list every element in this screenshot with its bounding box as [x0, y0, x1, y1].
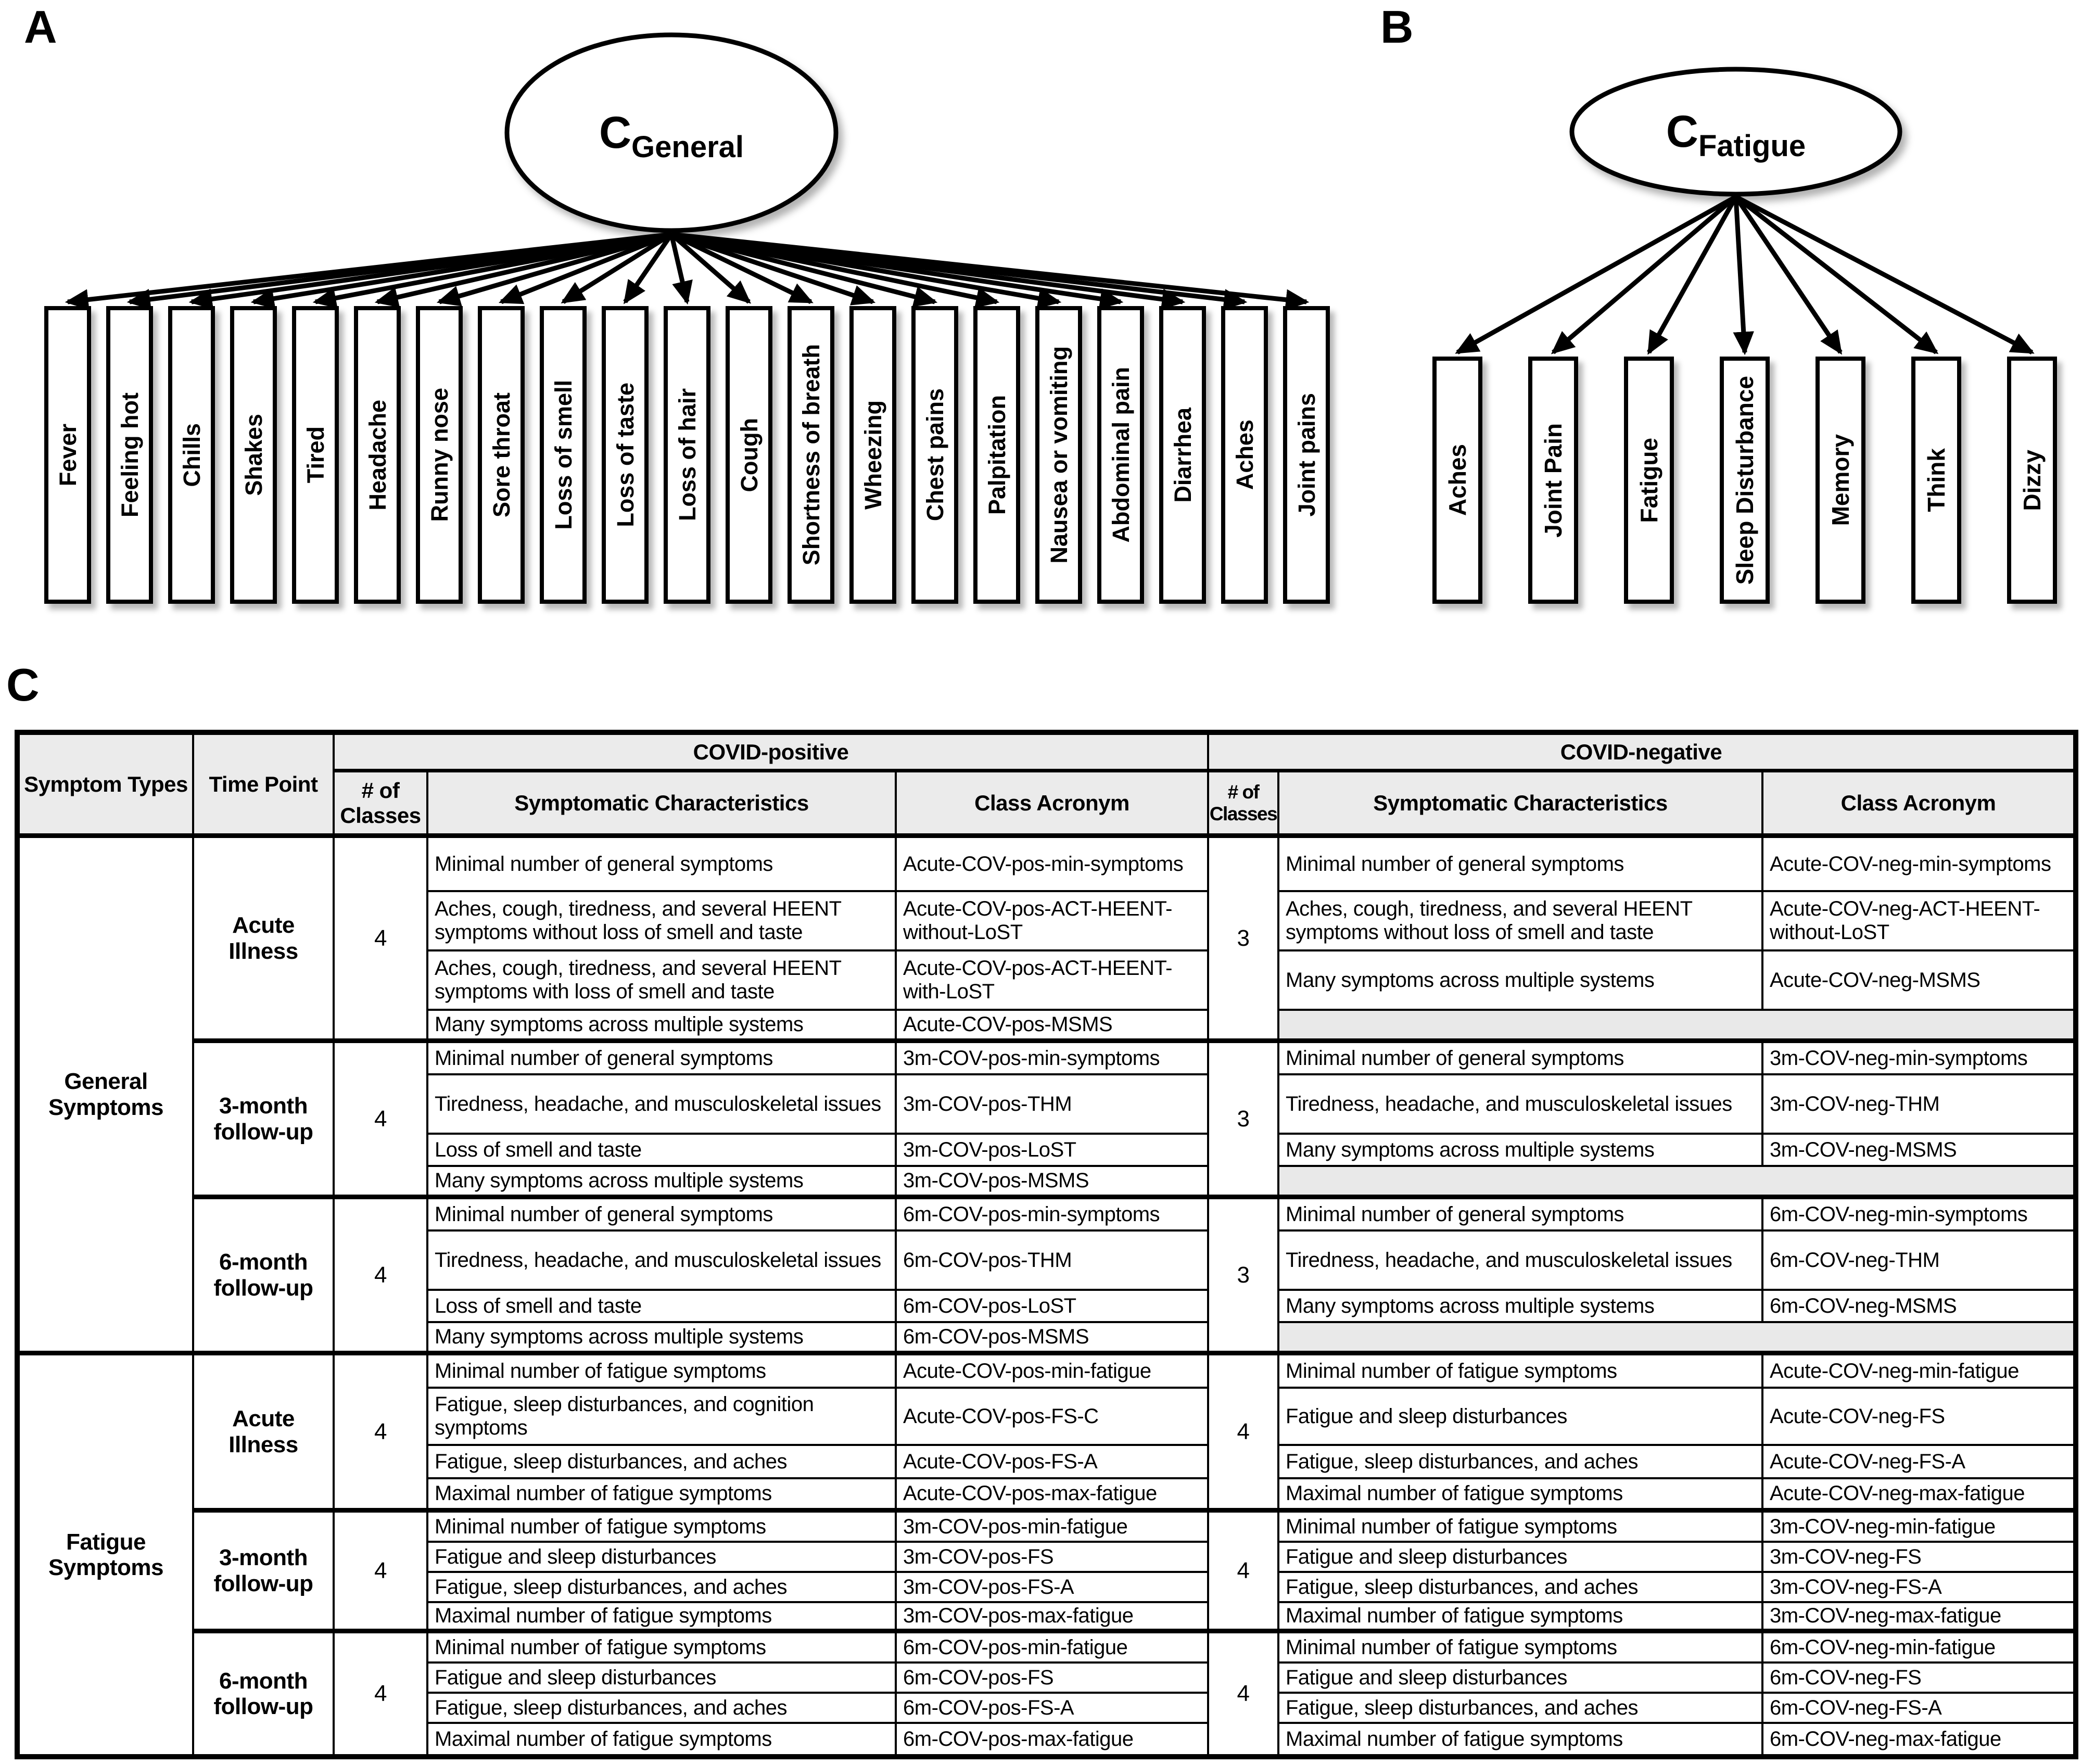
neg-characteristics-cell: Tiredness, headache, and musculoskeletal issues [1279, 1232, 1763, 1291]
pos-characteristics-cell: Maximal number of fatigue symptoms [428, 1724, 897, 1754]
indicator-general-label: Chest pains [921, 388, 948, 522]
indicator-fatigue-arrow-dizzy [1736, 197, 2032, 352]
neg-characteristics-cell: Minimal number of general symptoms [1279, 1199, 1763, 1232]
neg-acronym-cell: Acute-COV-neg-MSMS [1763, 951, 2073, 1011]
indicator-fatigue-label: Sleep Disturbance [1731, 375, 1758, 585]
neg-characteristics-cell: Fatigue, sleep disturbances, and aches [1279, 1446, 1763, 1479]
pos-characteristics-cell: Minimal number of general symptoms [428, 838, 897, 892]
pos-acronym-cell: Acute-COV-pos-MSMS [897, 1011, 1209, 1043]
indicator-fatigue-box-memory [1816, 357, 1865, 604]
neg-acronym-cell: Acute-COV-neg-ACT-HEENT-without-LoST [1763, 892, 2073, 951]
pos-acronym-cell: 3m-COV-pos-FS [897, 1543, 1209, 1573]
neg-class-count-cell: 3 [1209, 1199, 1279, 1355]
indicator-general-label: Loss of smell [550, 380, 577, 530]
pos-characteristics-cell: Maximal number of fatigue symptoms [428, 1603, 897, 1633]
factor-loading-arrows-general [68, 234, 1306, 302]
indicator-general-box-sore-throat [478, 306, 525, 604]
indicator-general-label: Nausea or vomiting [1045, 346, 1072, 564]
indicator-fatigue-arrow-sleep-disturbance [1736, 197, 1745, 352]
neg-acronym-cell: 3m-COV-neg-FS-A [1763, 1573, 2073, 1603]
header-neg-symptomatic-characteristics: Symptomatic Characteristics [1279, 772, 1763, 838]
pos-acronym-cell: 3m-COV-pos-max-fatigue [897, 1603, 1209, 1633]
indicator-fatigue-label: Fatigue [1635, 437, 1662, 523]
symptom-type-cell: General Symptoms [20, 838, 194, 1355]
pos-class-count-cell: 4 [335, 1633, 428, 1754]
latent-class-table [15, 730, 2078, 1759]
neg-characteristics-cell: Aches, cough, tiredness, and several HEENT symptoms without loss of smell and taste [1279, 892, 1763, 951]
indicator-general-label: Wheezing [859, 400, 886, 510]
pos-acronym-cell: 6m-COV-pos-MSMS [897, 1323, 1209, 1355]
neg-characteristics-cell: Maximal number of fatigue symptoms [1279, 1724, 1763, 1754]
indicator-general-label: Joint pains [1293, 393, 1320, 517]
pos-acronym-cell: 6m-COV-pos-LoST [897, 1291, 1209, 1323]
indicator-general-box-loss-of-taste [602, 306, 649, 604]
neg-characteristics-cell: Minimal number of fatigue symptoms [1279, 1513, 1763, 1543]
indicator-general-label: Aches [1231, 420, 1258, 490]
latent-subscript: General [631, 130, 744, 164]
indicator-fatigue-arrow-memory [1736, 197, 1840, 352]
pos-acronym-cell: 6m-COV-pos-max-fatigue [897, 1724, 1209, 1754]
pos-characteristics-cell: Fatigue, sleep disturbances, and aches [428, 1573, 897, 1603]
pos-acronym-cell: 6m-COV-pos-min-symptoms [897, 1199, 1209, 1232]
indicator-fatigue-label: Joint Pain [1540, 423, 1567, 538]
pos-characteristics-cell: Minimal number of general symptoms [428, 1043, 897, 1075]
indicator-general-box-palpitation [973, 306, 1020, 604]
pos-characteristics-cell: Tiredness, headache, and musculoskeletal issues [428, 1232, 897, 1291]
indicator-general-box-fever [44, 306, 91, 604]
neg-acronym-cell: 6m-COV-neg-max-fatigue [1763, 1724, 2073, 1754]
indicator-general-box-cough [726, 306, 772, 604]
neg-characteristics-cell: Fatigue, sleep disturbances, and aches [1279, 1573, 1763, 1603]
neg-acronym-cell: 6m-COV-neg-min-fatigue [1763, 1633, 2073, 1664]
pos-acronym-cell: 6m-COV-pos-FS [897, 1664, 1209, 1694]
indicator-fatigue-label: Memory [1827, 434, 1854, 526]
pos-characteristics-cell: Fatigue, sleep disturbances, and cognition symptoms [428, 1389, 897, 1446]
indicator-general-label: Runny nose [426, 388, 453, 522]
indicator-general-label: Shortness of breath [797, 344, 824, 566]
neg-empty-filler-cell [1279, 1011, 2073, 1043]
panel-label-a: A [24, 1, 57, 53]
pos-characteristics-cell: Fatigue and sleep disturbances [428, 1543, 897, 1573]
header-covid-positive: COVID-positive [335, 735, 1209, 772]
neg-characteristics-cell: Minimal number of fatigue symptoms [1279, 1633, 1763, 1664]
indicator-fatigue-box-joint-pain [1528, 357, 1578, 604]
pos-acronym-cell: Acute-COV-pos-ACT-HEENT-without-LoST [897, 892, 1209, 951]
pos-acronym-cell: Acute-COV-pos-ACT-HEENT-with-LoST [897, 951, 1209, 1011]
neg-acronym-cell: 3m-COV-neg-max-fatigue [1763, 1603, 2073, 1633]
header-time-point: Time Point [194, 735, 335, 838]
neg-acronym-cell: Acute-COV-neg-FS [1763, 1389, 2073, 1446]
pos-acronym-cell: Acute-COV-pos-min-fatigue [897, 1355, 1209, 1389]
indicator-general-box-feeling-hot [106, 306, 153, 604]
pos-characteristics-cell: Many symptoms across multiple systems [428, 1011, 897, 1043]
header-pos-symptomatic-characteristics: Symptomatic Characteristics [428, 772, 897, 838]
indicator-fatigue-box-dizzy [2007, 357, 2057, 604]
neg-acronym-cell: 3m-COV-neg-min-symptoms [1763, 1043, 2073, 1075]
header-pos-num-classes: # of Classes [335, 772, 428, 838]
indicator-general-label: Diarrhea [1169, 407, 1196, 503]
pos-characteristics-cell: Fatigue, sleep disturbances, and aches [428, 1446, 897, 1479]
indicator-general-label: Shakes [240, 414, 267, 496]
pos-class-count-cell: 4 [335, 1199, 428, 1355]
pos-characteristics-cell: Loss of smell and taste [428, 1291, 897, 1323]
time-point-cell: Acute Illness [194, 838, 335, 1043]
indicator-fatigue-box-sleep-disturbance [1720, 357, 1770, 604]
neg-acronym-cell: 3m-COV-neg-MSMS [1763, 1135, 2073, 1167]
pos-class-count-cell: 4 [335, 1513, 428, 1633]
pos-acronym-cell: 3m-COV-pos-min-fatigue [897, 1513, 1209, 1543]
neg-empty-filler-cell [1279, 1167, 2073, 1199]
indicator-general-box-loss-of-smell [540, 306, 587, 604]
neg-characteristics-cell: Tiredness, headache, and musculoskeletal issues [1279, 1075, 1763, 1135]
latent-symbol: C [599, 108, 632, 158]
indicator-general-box-shakes [230, 306, 277, 604]
symptom-type-cell: Fatigue Symptoms [20, 1355, 194, 1754]
pos-acronym-cell: 3m-COV-pos-MSMS [897, 1167, 1209, 1199]
time-point-cell: 3-month follow-up [194, 1043, 335, 1199]
neg-characteristics-cell: Fatigue, sleep disturbances, and aches [1279, 1694, 1763, 1724]
panel-label-b: B [1380, 1, 1414, 53]
pos-characteristics-cell: Minimal number of fatigue symptoms [428, 1355, 897, 1389]
header-covid-negative: COVID-negative [1209, 735, 2073, 772]
neg-acronym-cell: 6m-COV-neg-FS [1763, 1664, 2073, 1694]
indicator-general-box-nausea-or-vomiting [1035, 306, 1082, 604]
pos-characteristics-cell: Many symptoms across multiple systems [428, 1323, 897, 1355]
pos-acronym-cell: 6m-COV-pos-FS-A [897, 1694, 1209, 1724]
neg-characteristics-cell: Many symptoms across multiple systems [1279, 951, 1763, 1011]
pos-characteristics-cell: Minimal number of fatigue symptoms [428, 1513, 897, 1543]
indicator-general-label: Loss of taste [612, 383, 639, 527]
indicator-general-label: Feeling hot [116, 392, 143, 517]
neg-acronym-cell: Acute-COV-neg-FS-A [1763, 1446, 2073, 1479]
indicator-general-label: Sore throat [488, 392, 515, 518]
neg-acronym-cell: Acute-COV-neg-min-fatigue [1763, 1355, 2073, 1389]
indicator-general-label: Abdominal pain [1107, 367, 1134, 543]
time-point-cell: 6-month follow-up [194, 1633, 335, 1754]
header-symptom-types: Symptom Types [20, 735, 194, 838]
factor-loading-arrows-fatigue [1457, 197, 2032, 352]
pos-acronym-cell: 3m-COV-pos-min-symptoms [897, 1043, 1209, 1075]
pos-acronym-cell: 3m-COV-pos-LoST [897, 1135, 1209, 1167]
indicator-general-label: Palpitation [983, 395, 1010, 515]
indicator-fatigue-arrow-joint-pain [1553, 197, 1736, 352]
neg-acronym-cell: 3m-COV-neg-FS [1763, 1543, 2073, 1573]
neg-characteristics-cell: Maximal number of fatigue symptoms [1279, 1479, 1763, 1513]
indicator-general-box-chest-pains [911, 306, 958, 604]
pos-characteristics-cell: Minimal number of general symptoms [428, 1199, 897, 1232]
neg-characteristics-cell: Many symptoms across multiple systems [1279, 1135, 1763, 1167]
indicator-general-label: Chills [178, 423, 205, 487]
pos-acronym-cell: 6m-COV-pos-min-fatigue [897, 1633, 1209, 1664]
indicator-general-label: Loss of hair [674, 388, 701, 522]
pos-characteristics-cell: Aches, cough, tiredness, and several HEENT symptoms without loss of smell and taste [428, 892, 897, 951]
indicator-general-label: Headache [364, 399, 391, 511]
indicator-general-label: Fever [54, 423, 81, 487]
pos-class-count-cell: 4 [335, 838, 428, 1043]
pos-acronym-cell: 6m-COV-pos-THM [897, 1232, 1209, 1291]
panel-label-c: C [6, 659, 40, 710]
neg-acronym-cell: 6m-COV-neg-FS-A [1763, 1694, 2073, 1724]
indicator-fatigue-box-fatigue [1624, 357, 1674, 604]
indicator-general-box-abdominal-pain [1097, 306, 1144, 604]
indicator-general-box-headache [354, 306, 401, 604]
time-point-cell: 3-month follow-up [194, 1513, 335, 1633]
indicator-fatigue-label: Think [1923, 448, 1950, 512]
neg-acronym-cell: Acute-COV-neg-min-symptoms [1763, 838, 2073, 892]
time-point-cell: 6-month follow-up [194, 1199, 335, 1355]
latent-label-fatigue [1580, 88, 1892, 175]
indicator-general-box-loss-of-hair [664, 306, 710, 604]
indicator-general-box-aches [1221, 306, 1268, 604]
neg-acronym-cell: 6m-COV-neg-THM [1763, 1232, 2073, 1291]
neg-characteristics-cell: Minimal number of general symptoms [1279, 1043, 1763, 1075]
latent-subscript: Fatigue [1698, 129, 1806, 163]
pos-characteristics-cell: Aches, cough, tiredness, and several HEENT symptoms with loss of smell and taste [428, 951, 897, 1011]
pos-acronym-cell: 3m-COV-pos-FS-A [897, 1573, 1209, 1603]
pos-characteristics-cell: Many symptoms across multiple systems [428, 1167, 897, 1199]
pos-characteristics-cell: Fatigue and sleep disturbances [428, 1664, 897, 1694]
neg-acronym-cell: 6m-COV-neg-MSMS [1763, 1291, 2073, 1323]
latent-label-general [515, 88, 828, 177]
pos-acronym-cell: Acute-COV-pos-min-symptoms [897, 838, 1209, 892]
neg-characteristics-cell: Fatigue and sleep disturbances [1279, 1664, 1763, 1694]
neg-acronym-cell: Acute-COV-neg-max-fatigue [1763, 1479, 2073, 1513]
neg-empty-filler-cell [1279, 1323, 2073, 1355]
neg-class-count-cell: 3 [1209, 1043, 1279, 1199]
pos-characteristics-cell: Fatigue, sleep disturbances, and aches [428, 1694, 897, 1724]
time-point-cell: Acute Illness [194, 1355, 335, 1513]
neg-characteristics-cell: Fatigue and sleep disturbances [1279, 1543, 1763, 1573]
pos-class-count-cell: 4 [335, 1043, 428, 1199]
neg-characteristics-cell: Minimal number of fatigue symptoms [1279, 1355, 1763, 1389]
neg-class-count-cell: 4 [1209, 1355, 1279, 1513]
neg-acronym-cell: 3m-COV-neg-min-fatigue [1763, 1513, 2073, 1543]
indicator-fatigue-box-think [1911, 357, 1961, 604]
latent-symbol: C [1666, 107, 1698, 157]
pos-acronym-cell: Acute-COV-pos-max-fatigue [897, 1479, 1209, 1513]
neg-characteristics-cell: Minimal number of general symptoms [1279, 838, 1763, 892]
header-pos-class-acronym: Class Acronym [897, 772, 1209, 838]
indicator-general-box-chills [168, 306, 215, 604]
neg-acronym-cell: 6m-COV-neg-min-symptoms [1763, 1199, 2073, 1232]
indicator-general-label: Cough [735, 417, 763, 492]
pos-characteristics-cell: Loss of smell and taste [428, 1135, 897, 1167]
indicator-general-box-tired [292, 306, 339, 604]
neg-class-count-cell: 3 [1209, 838, 1279, 1043]
indicator-general-box-shortness-of-breath [788, 306, 834, 604]
neg-acronym-cell: 3m-COV-neg-THM [1763, 1075, 2073, 1135]
pos-characteristics-cell: Tiredness, headache, and musculoskeletal issues [428, 1075, 897, 1135]
indicator-general-box-joint-pains [1283, 306, 1330, 604]
indicator-general-box-wheezing [849, 306, 896, 604]
indicator-fatigue-box-aches [1432, 357, 1482, 604]
indicator-general-label: Tired [302, 426, 329, 484]
pos-characteristics-cell: Maximal number of fatigue symptoms [428, 1479, 897, 1513]
neg-characteristics-cell: Fatigue and sleep disturbances [1279, 1389, 1763, 1446]
pos-acronym-cell: Acute-COV-pos-FS-C [897, 1389, 1209, 1446]
header-neg-num-classes: # of Classes [1209, 772, 1279, 838]
neg-class-count-cell: 4 [1209, 1633, 1279, 1754]
indicator-general-box-runny-nose [416, 306, 463, 604]
indicator-fatigue-label: Aches [1444, 444, 1471, 516]
pos-characteristics-cell: Minimal number of fatigue symptoms [428, 1633, 897, 1664]
pos-class-count-cell: 4 [335, 1355, 428, 1513]
neg-class-count-cell: 4 [1209, 1513, 1279, 1633]
pos-acronym-cell: 3m-COV-pos-THM [897, 1075, 1209, 1135]
indicator-fatigue-arrow-think [1736, 197, 1936, 352]
neg-characteristics-cell: Maximal number of fatigue symptoms [1279, 1603, 1763, 1633]
indicator-general-box-diarrhea [1159, 306, 1206, 604]
pos-acronym-cell: Acute-COV-pos-FS-A [897, 1446, 1209, 1479]
indicator-fatigue-label: Dizzy [2018, 449, 2046, 511]
header-neg-class-acronym: Class Acronym [1763, 772, 2073, 838]
neg-characteristics-cell: Many symptoms across multiple systems [1279, 1291, 1763, 1323]
